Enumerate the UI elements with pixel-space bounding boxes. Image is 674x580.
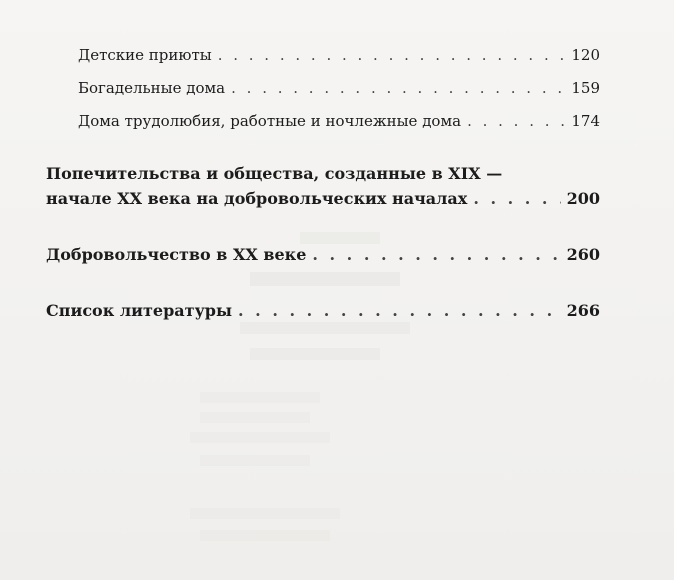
toc-section-title-line2: начале XX века на добровольческих началах <box>46 189 468 208</box>
toc-leader-dots <box>312 245 560 264</box>
show-through-text <box>300 232 380 244</box>
toc-section-title-line1: Попечительства и общества, созданные в XIX — <box>46 164 503 183</box>
toc-entry-title: Детские приюты <box>78 46 212 64</box>
toc-leader-dots <box>473 189 560 208</box>
show-through-text <box>190 508 340 519</box>
toc-leader-dots <box>238 301 561 320</box>
toc-entry-childrens-shelters <box>78 46 600 64</box>
toc-section-guardianships <box>46 189 600 208</box>
toc-leader-dots <box>218 46 566 64</box>
show-through-text <box>250 272 400 286</box>
toc-entry-title: Богадельные дома <box>78 79 226 97</box>
show-through-text <box>200 455 310 466</box>
toc-entry-title: Дома трудолюбия, работные и ночлежные дома <box>78 112 462 130</box>
toc-leader-dots <box>467 112 565 130</box>
toc-page-number: 174 <box>571 112 600 130</box>
toc-page-number: 120 <box>571 46 600 64</box>
toc-section-title: Добровольчество в XX веке <box>46 245 307 264</box>
toc-page-number: 260 <box>566 245 600 264</box>
toc-leader-dots <box>231 79 565 97</box>
toc-section-title: Список литературы <box>46 301 233 320</box>
show-through-text <box>250 348 380 360</box>
toc-page-number: 200 <box>566 189 600 208</box>
toc-section-volunteering <box>46 245 600 264</box>
toc-entry-workhouses <box>78 112 600 130</box>
show-through-text <box>200 392 320 403</box>
toc-page-number: 266 <box>566 301 600 320</box>
toc-section-bibliography <box>46 301 600 320</box>
toc-entry-almshouses <box>78 79 600 97</box>
show-through-text <box>200 412 310 423</box>
show-through-text <box>200 530 330 541</box>
show-through-text <box>240 322 410 334</box>
show-through-text <box>190 432 330 443</box>
toc-page-number: 159 <box>571 79 600 97</box>
